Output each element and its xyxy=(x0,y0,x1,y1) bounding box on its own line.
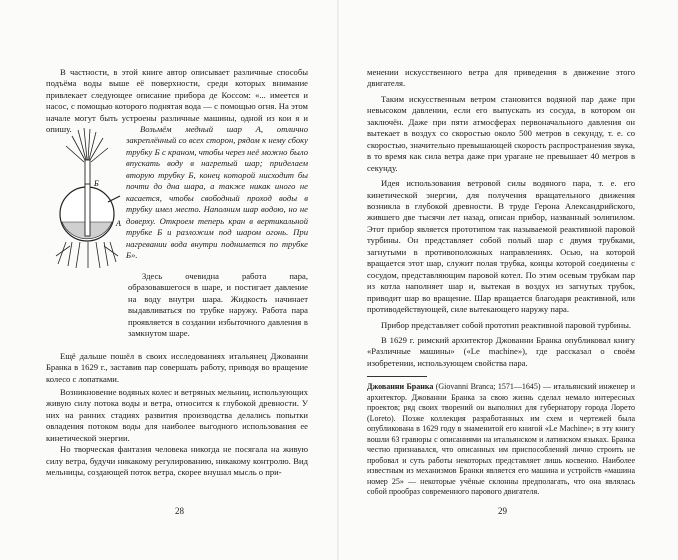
footnote-text: (Giovanni Branca; 1571—1645) — итальянский инженер и архитектор. Джованни Бранка за свою жизнь сделал немало интересных проектов; ряд своих творений он выполнил для губернатору города Лорето (Loreto). Позже коллекция разработанных им схем и чертежей была опубликована в 1629 году в знаменитой его книгой «Le Machine»; в эту книгу вошли 63 гравюры с описаниями на итальянском и латинском языках. Бранка честно признавался, что описанных им приспособлений лично строить не пробовал и суть работы некоторых представляет лишь косвенно. Наиболее известным из механизмов Бранки является его машина и устройств «машина номер 25» — некоторые учёные склонны предполагать, что она являлась собой прообраз современного парового двигателя. xyxy=(367,382,635,496)
left-intro-paragraph: В частности, в этой книге автор описывает различные способы подъёма воды выше её поверхности, среди которых внимание привлекает следующее описание прибора де Коссом: «... имеется и насос, с помощью которого поднятая вода — с помощью огня. На этом начале могут быть устроены различные машины, одной из кои я и опишу. xyxy=(46,67,308,135)
right-paragraph-4: В 1629 г. римский архитектор Джованни Бранка опубликовал книгу «Различные машины» («Le machine»), где рассказал о своём изобретении, использующем свойства пара. xyxy=(367,334,635,368)
label-a: А xyxy=(116,219,121,228)
right-paragraph-2: Идея использования ветровой силы водяного пара, т. е. его кинетической энергии, для получения вращательного движения возникла в глубокой древности. В труде Герона Александрийского, жившего две тысячи лет назад, описан прибор, названный эолипилом. Этот прибор является прототипом так называемой реактивной паровой турбины. Он представляет собой полый шар с двумя трубками, загнутыми в противоположных направлениях. Осью, на которой вращается этот шар, служит полая трубка, концы которой соединены с сосудом, представляющим паровой котел. По этим осевым трубкам пар из котла наполняет шар и, вытекая в воздух из загнутых трубок, приводит шар во вращение. Шар вращается благодаря реактивной, или противодействующей, силе вытекающего наружу пара. xyxy=(367,178,635,315)
steam-sphere-drawing xyxy=(48,124,126,270)
right-page xyxy=(339,0,678,560)
footnote-rule xyxy=(367,376,427,377)
left-page-number: 28 xyxy=(175,506,184,516)
left-body xyxy=(46,387,308,479)
steam-sphere-illustration xyxy=(48,124,126,270)
right-continuation: менении искусственного ветра для приведения в движение этого двигателя. xyxy=(367,67,635,89)
left-page xyxy=(0,0,337,560)
right-page-number: 29 xyxy=(498,506,507,516)
footnote-name: Джованни Бранка xyxy=(367,382,434,391)
right-paragraph-3: Прибор представляет собой прототип реактивной паровой турбины. xyxy=(381,319,632,330)
right-paragraph-1: Таким искусственным ветром становится водяной пар даже при невысоком давлении, если его выпускать из сосуда, в котором он заключён. Даже при пяти атмосферах первоначального давления он вытекает в воздух со скоростью около 500 метров в секунду, т. е. со скоростью, значительно превышающей скорость распространения звука, в то время как сила ветра даже при урагане не превышает 40 метров в секунду. xyxy=(367,93,635,173)
left-mid-paragraph: Здесь очевидна работа пара, образовавшегося в шаре, и постигает давление на воду внутри шара. Жидкость начинает выдавливаться по трубке наружу. Работа пара проявляется в создании избыточного давления в замкнутом шаре. xyxy=(128,271,308,339)
left-quote-paragraph: Возьмём медный шар А, отлично закреплённый со всех сторон, рядом к нему сбоку трубку Б с краном, чтобы через неё можно было впускать воду в нагретый шар; приделаем вторую трубку Б, конец которой нисходит бы почти до дна шара, а также никак иного не касается, чтобы свободный проход воды в трубку имел место. Наполним шар водою, но не доверху. Откроем теперь кран в вертикальной трубке Б и разложим под шаром огонь. При нагревании вода внутри поднимется по трубке Б». xyxy=(126,124,308,260)
left-paragraph-2: Но творческая фантазия человека никогда не посягала на живую силу ветра, будучи никакому регулированию, никакому контролю. Вид мельницы, создающей поток ветра, скорее внушал мысль о при- xyxy=(46,444,308,478)
left-wrap-paragraph: Ещё дальше пошёл в своих исследованиях итальянец Джованни Бранка в 1629 г., заставив пар совершать работу, приводя во вращение колесо с лопатками. xyxy=(46,351,308,384)
label-b: Б xyxy=(94,179,99,188)
right-body xyxy=(367,67,635,369)
left-paragraph-1: Возникновение водяных колес и ветряных мельниц, использующих живую силу потока воды и ветра, относится к глубокой древности. У них на ранних стадиях развития производства делались попытки овладения потоком воды для наиболее выгодного использования ее кинетической энергии. xyxy=(46,387,308,443)
footnote xyxy=(367,382,635,498)
